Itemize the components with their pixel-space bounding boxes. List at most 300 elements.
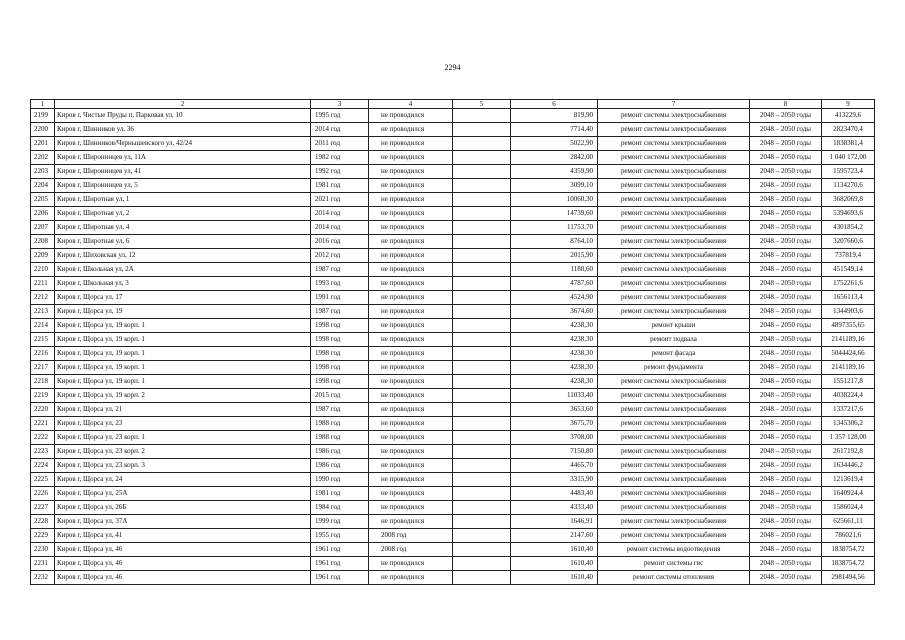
year-built-cell: 1988 год [311,431,369,445]
row-number-cell: 2219 [31,389,55,403]
area-cell: 4238,30 [511,347,598,361]
row-number-cell: 2205 [31,193,55,207]
year-built-cell: 1961 год [311,557,369,571]
address-cell: Киров г, Шинников ул, 36 [55,123,311,137]
period-cell: 2048 – 2050 годы [750,431,822,445]
year-built-cell: 1981 год [311,179,369,193]
last-repair-year-cell: не проводился [369,417,453,431]
year-built-cell: 1998 год [311,333,369,347]
row-number-cell: 2202 [31,151,55,165]
row-number-cell: 2223 [31,445,55,459]
column-header: 8 [750,100,822,109]
year-built-cell: 1986 год [311,445,369,459]
table-row [31,557,875,571]
row-number-cell: 2204 [31,179,55,193]
column-5-value-cell [453,221,511,235]
area-cell: 2147,60 [511,529,598,543]
address-cell: Киров г, Щорса ул, 19 корп. 1 [55,375,311,389]
last-repair-year-cell: не проводился [369,445,453,459]
work-type-cell: ремонт системы электроснабжения [598,529,750,543]
table-row [31,431,875,445]
row-number-cell: 2218 [31,375,55,389]
address-cell: Киров г, Щорса ул, 46 [55,557,311,571]
address-cell: Киров г, Щорса ул, 24 [55,473,311,487]
cost-cell: 1337217,6 [822,403,875,417]
area-cell: 1610,40 [511,557,598,571]
year-built-cell: 2014 год [311,221,369,235]
last-repair-year-cell: не проводился [369,431,453,445]
work-type-cell: ремонт системы электроснабжения [598,249,750,263]
year-built-cell: 1981 год [311,487,369,501]
address-cell: Киров г, Щорса ул, 23 корп. 2 [55,445,311,459]
work-type-cell: ремонт системы электроснабжения [598,207,750,221]
year-built-cell: 2014 год [311,123,369,137]
address-cell: Киров г, Широтная ул, 2 [55,207,311,221]
work-type-cell: ремонт системы электроснабжения [598,375,750,389]
table-row [31,487,875,501]
row-number-cell: 2214 [31,319,55,333]
year-built-cell: 2014 год [311,207,369,221]
column-5-value-cell [453,249,511,263]
cost-cell: 1213619,4 [822,473,875,487]
area-cell: 3674,60 [511,305,598,319]
cost-cell: 737819,4 [822,249,875,263]
table-row [31,123,875,137]
last-repair-year-cell: не проводился [369,221,453,235]
year-built-cell: 1992 год [311,165,369,179]
column-header: 6 [511,100,598,109]
column-5-value-cell [453,319,511,333]
address-cell: Киров г, Широнинцев ул, 5 [55,179,311,193]
last-repair-year-cell: не проводился [369,263,453,277]
row-number-cell: 2225 [31,473,55,487]
area-cell: 11753,70 [511,221,598,235]
cost-cell: 2981494,56 [822,571,875,585]
last-repair-year-cell: не проводился [369,375,453,389]
page-number: 2294 [444,63,461,72]
row-number-cell: 2228 [31,515,55,529]
column-5-value-cell [453,557,511,571]
row-number-cell: 2216 [31,347,55,361]
address-cell: Киров г, Школьная ул, 2А [55,263,311,277]
row-number-cell: 2227 [31,501,55,515]
period-cell: 2048 – 2050 годы [750,403,822,417]
area-cell: 7714,40 [511,123,598,137]
address-cell: Киров г, Щорса ул, 41 [55,529,311,543]
last-repair-year-cell: не проводился [369,109,453,123]
column-5-value-cell [453,473,511,487]
row-number-cell: 2201 [31,137,55,151]
period-cell: 2048 – 2050 годы [750,571,822,585]
address-cell: Киров г, Щорса ул, 46 [55,571,311,585]
row-number-cell: 2213 [31,305,55,319]
work-type-cell: ремонт системы электроснабжения [598,501,750,515]
row-number-cell: 2217 [31,361,55,375]
table-row [31,263,875,277]
work-type-cell: ремонт системы электроснабжения [598,417,750,431]
address-cell: Киров г, Щорса ул, 25А [55,487,311,501]
row-number-cell: 2199 [31,109,55,123]
year-built-cell: 1998 год [311,361,369,375]
address-cell: Киров г, Широтная ул, 4 [55,221,311,235]
table-row [31,193,875,207]
column-5-value-cell [453,123,511,137]
table-row [31,403,875,417]
table-row [31,179,875,193]
last-repair-year-cell: не проводился [369,151,453,165]
year-built-cell: 1987 год [311,305,369,319]
area-cell: 819,90 [511,109,598,123]
cost-cell: 4038224,4 [822,389,875,403]
table-row [31,347,875,361]
area-cell: 1646,91 [511,515,598,529]
cost-cell: 5044424,66 [822,347,875,361]
work-type-cell: ремонт фасада [598,347,750,361]
period-cell: 2048 – 2050 годы [750,487,822,501]
column-5-value-cell [453,431,511,445]
address-cell: Киров г, Щорса ул, 21 [55,403,311,417]
work-type-cell: ремонт системы отопления [598,571,750,585]
row-number-cell: 2209 [31,249,55,263]
area-cell: 4483,40 [511,487,598,501]
period-cell: 2048 – 2050 годы [750,529,822,543]
last-repair-year-cell: не проводился [369,193,453,207]
year-built-cell: 1961 год [311,571,369,585]
period-cell: 2048 – 2050 годы [750,277,822,291]
period-cell: 2048 – 2050 годы [750,319,822,333]
area-cell: 11033,40 [511,389,598,403]
last-repair-year-cell: не проводился [369,361,453,375]
table-row [31,375,875,389]
capital-repair-table [30,99,875,585]
column-5-value-cell [453,361,511,375]
table-row [31,389,875,403]
area-cell: 7150,80 [511,445,598,459]
work-type-cell: ремонт системы электроснабжения [598,291,750,305]
table-row [31,333,875,347]
period-cell: 2048 – 2050 годы [750,207,822,221]
year-built-cell: 1987 год [311,263,369,277]
table-row [31,277,875,291]
row-number-cell: 2229 [31,529,55,543]
last-repair-year-cell: не проводился [369,389,453,403]
year-built-cell: 1998 год [311,347,369,361]
period-cell: 2048 – 2050 годы [750,375,822,389]
row-number-cell: 2211 [31,277,55,291]
last-repair-year-cell: не проводился [369,403,453,417]
area-cell: 2015,90 [511,249,598,263]
row-number-cell: 2200 [31,123,55,137]
last-repair-year-cell: 2008 год [369,543,453,557]
area-cell: 4238,30 [511,333,598,347]
table-row [31,291,875,305]
work-type-cell: ремонт системы электроснабжения [598,431,750,445]
last-repair-year-cell: не проводился [369,557,453,571]
address-cell: Киров г, Широнинцев ул, 11А [55,151,311,165]
area-cell: 3708,00 [511,431,598,445]
cost-cell: 1 040 172,00 [822,151,875,165]
row-number-cell: 2212 [31,291,55,305]
address-cell: Киров г, Чистые Пруды п, Парковая ул, 10 [55,109,311,123]
column-5-value-cell [453,291,511,305]
work-type-cell: ремонт системы электроснабжения [598,389,750,403]
address-cell: Киров г, Широтная ул, 6 [55,235,311,249]
work-type-cell: ремонт системы электроснабжения [598,487,750,501]
area-cell: 14739,60 [511,207,598,221]
cost-cell: 1595723,4 [822,165,875,179]
column-number-row [31,100,875,109]
work-type-cell: ремонт системы водоотведения [598,543,750,557]
period-cell: 2048 – 2050 годы [750,137,822,151]
cost-cell: 1838754,72 [822,557,875,571]
row-number-cell: 2207 [31,221,55,235]
column-header: 1 [31,100,55,109]
year-built-cell: 1998 год [311,375,369,389]
last-repair-year-cell: не проводился [369,333,453,347]
last-repair-year-cell: не проводился [369,165,453,179]
area-cell: 3099,10 [511,179,598,193]
column-header: 3 [311,100,369,109]
table-row [31,151,875,165]
cost-cell: 4897355,65 [822,319,875,333]
row-number-cell: 2224 [31,459,55,473]
table-row [31,249,875,263]
last-repair-year-cell: не проводился [369,235,453,249]
address-cell: Киров г, Щорса ул, 23 корп. 1 [55,431,311,445]
table-row [31,235,875,249]
cost-cell: 1838754,72 [822,543,875,557]
cost-cell: 1344903,6 [822,305,875,319]
cost-cell: 625661,11 [822,515,875,529]
row-number-cell: 2208 [31,235,55,249]
work-type-cell: ремонт системы электроснабжения [598,221,750,235]
column-header: 4 [369,100,453,109]
address-cell: Киров г, Щорса ул, 19 корп. 1 [55,361,311,375]
area-cell: 1188,60 [511,263,598,277]
last-repair-year-cell: не проводился [369,277,453,291]
address-cell: Киров г, Шинников/Чернышевского ул, 42/24 [55,137,311,151]
cost-cell: 5394693,6 [822,207,875,221]
period-cell: 2048 – 2050 годы [750,263,822,277]
year-built-cell: 1984 год [311,501,369,515]
period-cell: 2048 – 2050 годы [750,193,822,207]
column-5-value-cell [453,501,511,515]
period-cell: 2048 – 2050 годы [750,333,822,347]
address-cell: Киров г, Щорса ул, 37А [55,515,311,529]
table-row [31,319,875,333]
work-type-cell: ремонт системы электроснабжения [598,403,750,417]
area-cell: 3315,90 [511,473,598,487]
table-row [31,361,875,375]
column-5-value-cell [453,151,511,165]
column-5-value-cell [453,165,511,179]
year-built-cell: 2021 год [311,193,369,207]
address-cell: Киров г, Щорса ул, 23 [55,417,311,431]
address-cell: Киров г, Щорса ул, 19 корп. 1 [55,347,311,361]
last-repair-year-cell: не проводился [369,347,453,361]
row-number-cell: 2230 [31,543,55,557]
address-cell: Киров г, Щорса ул, 26Б [55,501,311,515]
cost-cell: 1838381,4 [822,137,875,151]
column-5-value-cell [453,277,511,291]
area-cell: 4465,70 [511,459,598,473]
work-type-cell: ремонт крыши [598,319,750,333]
period-cell: 2048 – 2050 годы [750,459,822,473]
period-cell: 2048 – 2050 годы [750,417,822,431]
cost-cell: 786021,6 [822,529,875,543]
address-cell: Киров г, Щорса ул, 23 корп. 3 [55,459,311,473]
address-cell: Киров г, Щорса ул, 19 корп. 1 [55,333,311,347]
work-type-cell: ремонт системы электроснабжения [598,515,750,529]
work-type-cell: ремонт системы электроснабжения [598,109,750,123]
table-row [31,417,875,431]
table-row [31,305,875,319]
address-cell: Киров г, Широнинцев ул, 41 [55,165,311,179]
cost-cell: 1551217,8 [822,375,875,389]
year-built-cell: 1998 год [311,319,369,333]
table-row [31,543,875,557]
period-cell: 2048 – 2050 годы [750,361,822,375]
cost-cell: 1134270,6 [822,179,875,193]
area-cell: 8764,10 [511,235,598,249]
last-repair-year-cell: не проводился [369,487,453,501]
column-5-value-cell [453,459,511,473]
period-cell: 2048 – 2050 годы [750,543,822,557]
period-cell: 2048 – 2050 годы [750,123,822,137]
year-built-cell: 1990 год [311,473,369,487]
area-cell: 4359,90 [511,165,598,179]
column-5-value-cell [453,109,511,123]
year-built-cell: 1991 год [311,291,369,305]
period-cell: 2048 – 2050 годы [750,249,822,263]
year-built-cell: 2011 год [311,137,369,151]
cost-cell: 1 357 128,00 [822,431,875,445]
year-built-cell: 1988 год [311,417,369,431]
area-cell: 2842,00 [511,151,598,165]
work-type-cell: ремонт системы электроснабжения [598,235,750,249]
column-5-value-cell [453,417,511,431]
address-cell: Киров г, Щорса ул, 17 [55,291,311,305]
year-built-cell: 1986 год [311,459,369,473]
row-number-cell: 2215 [31,333,55,347]
table-row [31,459,875,473]
period-cell: 2048 – 2050 годы [750,445,822,459]
cost-cell: 451549,14 [822,263,875,277]
last-repair-year-cell: не проводился [369,179,453,193]
column-5-value-cell [453,375,511,389]
work-type-cell: ремонт системы электроснабжения [598,263,750,277]
last-repair-year-cell: 2008 год [369,529,453,543]
area-cell: 4238,30 [511,319,598,333]
cost-cell: 1752261,6 [822,277,875,291]
work-type-cell: ремонт системы электроснабжения [598,445,750,459]
column-5-value-cell [453,305,511,319]
address-cell: Киров г, Щорса ул, 19 корп. 2 [55,389,311,403]
last-repair-year-cell: не проводился [369,319,453,333]
address-cell: Киров г, Школьная ул, 3 [55,277,311,291]
period-cell: 2048 – 2050 годы [750,389,822,403]
table-row [31,207,875,221]
period-cell: 2048 – 2050 годы [750,501,822,515]
table-row [31,473,875,487]
column-5-value-cell [453,235,511,249]
table-row [31,515,875,529]
last-repair-year-cell: не проводился [369,249,453,263]
column-5-value-cell [453,207,511,221]
column-5-value-cell [453,263,511,277]
year-built-cell: 1961 год [311,543,369,557]
row-number-cell: 2206 [31,207,55,221]
work-type-cell: ремонт системы электроснабжения [598,305,750,319]
column-header: 7 [598,100,750,109]
row-number-cell: 2232 [31,571,55,585]
year-built-cell: 1999 год [311,515,369,529]
row-number-cell: 2231 [31,557,55,571]
cost-cell: 2617192,8 [822,445,875,459]
period-cell: 2048 – 2050 годы [750,557,822,571]
year-built-cell: 1995 год [311,109,369,123]
column-5-value-cell [453,333,511,347]
cost-cell: 1656113,4 [822,291,875,305]
column-header: 5 [453,100,511,109]
work-type-cell: ремонт системы гвс [598,557,750,571]
table-row [31,571,875,585]
row-number-cell: 2226 [31,487,55,501]
period-cell: 2048 – 2050 годы [750,347,822,361]
area-cell: 4524,90 [511,291,598,305]
column-5-value-cell [453,347,511,361]
column-5-value-cell [453,389,511,403]
year-built-cell: 1955 год [311,529,369,543]
area-cell: 1610,40 [511,571,598,585]
cost-cell: 4301854,2 [822,221,875,235]
row-number-cell: 2221 [31,417,55,431]
column-5-value-cell [453,179,511,193]
table-row [31,165,875,179]
table-row [31,501,875,515]
period-cell: 2048 – 2050 годы [750,165,822,179]
table-row [31,221,875,235]
period-cell: 2048 – 2050 годы [750,291,822,305]
period-cell: 2048 – 2050 годы [750,109,822,123]
address-cell: Киров г, Щорса ул, 46 [55,543,311,557]
column-header: 9 [822,100,875,109]
period-cell: 2048 – 2050 годы [750,151,822,165]
last-repair-year-cell: не проводился [369,291,453,305]
area-cell: 4238,30 [511,375,598,389]
column-5-value-cell [453,543,511,557]
area-cell: 5022,90 [511,137,598,151]
cost-cell: 1586024,4 [822,501,875,515]
column-5-value-cell [453,193,511,207]
work-type-cell: ремонт системы электроснабжения [598,193,750,207]
cost-cell: 2823470,4 [822,123,875,137]
area-cell: 3675,70 [511,417,598,431]
address-cell: Киров г, Щорса ул, 19 [55,305,311,319]
column-5-value-cell [453,445,511,459]
column-5-value-cell [453,403,511,417]
table-row [31,529,875,543]
row-number-cell: 2222 [31,431,55,445]
work-type-cell: ремонт подвала [598,333,750,347]
year-built-cell: 1982 год [311,151,369,165]
last-repair-year-cell: не проводился [369,515,453,529]
year-built-cell: 2016 год [311,235,369,249]
row-number-cell: 2220 [31,403,55,417]
year-built-cell: 2015 год [311,389,369,403]
address-cell: Киров г, Шиховская ул, 12 [55,249,311,263]
last-repair-year-cell: не проводился [369,305,453,319]
